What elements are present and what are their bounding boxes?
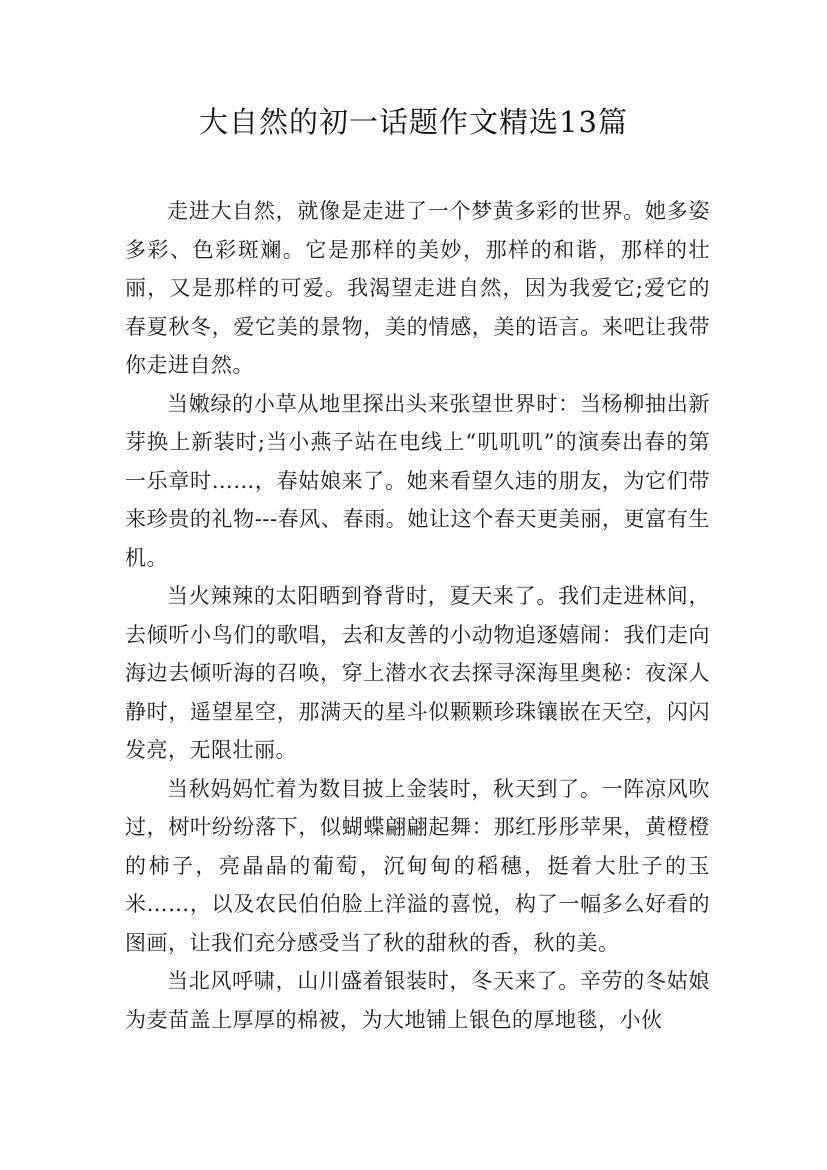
paragraph-spring: 当嫩绿的小草从地里探出头来张望世界时：当杨柳抽出新芽换上新装时;当小燕子站在电线上“叽叽叽”的演奏出春的第一乐章时……，春姑娘来了。她来看望久违的朋友，为它们带来珍贵的礼物---春风、春雨。她让这个春天更美丽，更富有生机。 [125, 391, 710, 570]
paragraph-winter: 当北风呼啸，山川盛着银装时，冬天来了。辛劳的冬姑娘为麦苗盖上厚厚的棉被，为大地铺上银色的厚地毯，小伙 [125, 969, 710, 1032]
document-title: 大自然的初一话题作文精选13篇 [199, 105, 628, 139]
paragraph-autumn: 当秋妈妈忙着为数目披上金装时，秋天到了。一阵凉风吹过，树叶纷纷落下，似蝴蝶翩翩起舞：那红彤彤苹果，黄橙橙的柿子，亮晶晶的葡萄，沉甸甸的稻穗，挺着大肚子的玉米……，以及农民伯伯脸上洋溢的喜悦，构了一幅多么好看的图画，让我们充分感受当了秋的甜秋的香，秋的美。 [125, 776, 710, 955]
document-body [125, 192, 710, 1039]
paragraph-summer: 当火辣辣的太阳晒到脊背时，夏天来了。我们走进林间，去倾听小鸟们的歌唱，去和友善的小动物追逐嬉闹：我们走向海边去倾听海的召唤，穿上潜水衣去探寻深海里奥秘：夜深人静时，遥望星空，那满天的星斗似颗颗珍珠镶嵌在天空，闪闪发亮，无限壮丽。 [125, 584, 710, 762]
paragraph-intro: 走进大自然，就像是走进了一个梦黄多彩的世界。她多姿多彩、色彩斑斓。它是那样的美妙，那样的和谐，那样的壮丽，又是那样的可爱。我渴望走进自然，因为我爱它;爱它的春夏秋冬，爱它美的景物，美的情感，美的语言。来吧让我带你走进自然。 [125, 199, 710, 377]
